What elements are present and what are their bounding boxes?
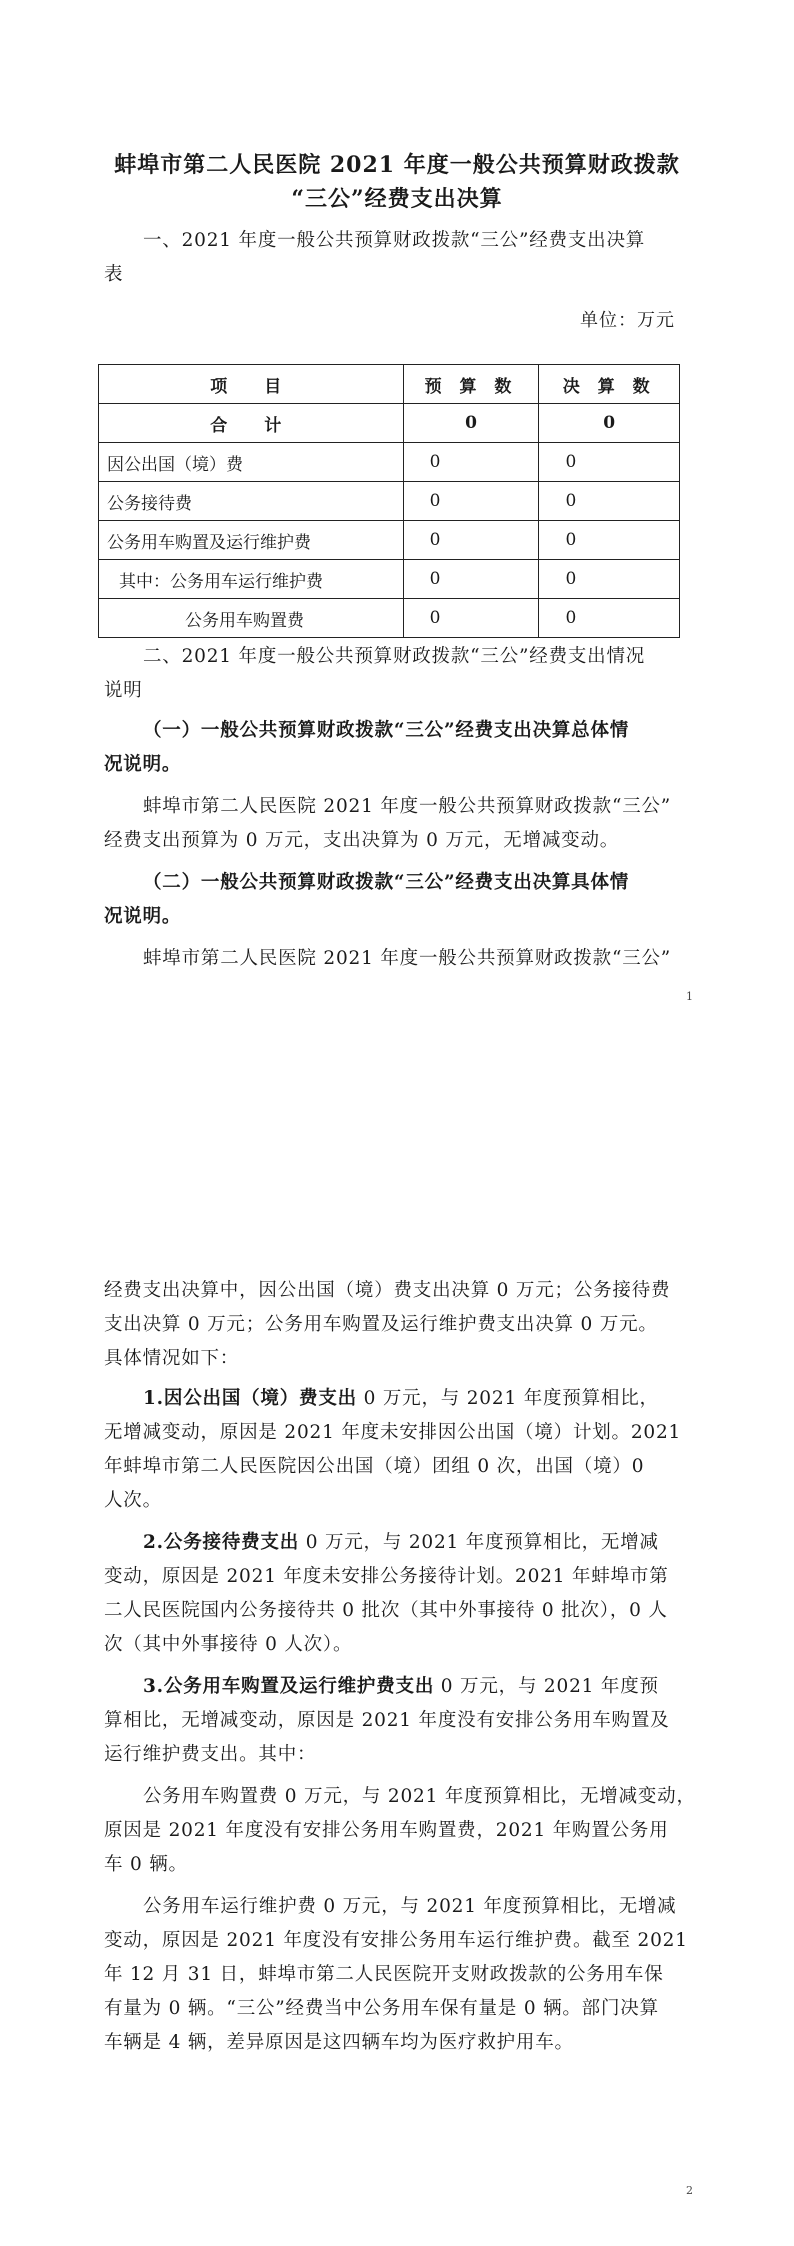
paragraph: 原因是 2021 年度没有安排公务用车购置费，2021 年购置公务用	[104, 1820, 669, 1841]
section1-heading-cont: 表	[104, 264, 124, 285]
paragraph: 经费支出决算中，因公出国（境）费支出决算 0 万元；公务接待费	[104, 1280, 671, 1301]
section2-heading: 二、2021 年度一般公共预算财政拨款“三公”经费支出情况	[143, 646, 646, 667]
page-number: 2	[686, 2184, 693, 2197]
paragraph: 变动，原因是 2021 年度没有安排公务用车运行维护费。截至 2021	[104, 1930, 688, 1951]
page-number: 1	[686, 990, 693, 1003]
row-budget: 0	[403, 560, 539, 599]
row-final: 0	[539, 560, 680, 599]
paragraph: 有量为 0 辆。“三公”经费当中公务用车保有量是 0 辆。部门决算	[104, 1998, 659, 2019]
document-title-line-2: “三公”经费支出决算	[291, 186, 503, 212]
page-1	[0, 0, 794, 1060]
expenditure-table	[98, 364, 680, 638]
paragraph: 算相比，无增减变动，原因是 2021 年度没有安排公务用车购置及	[104, 1710, 670, 1731]
row-budget: 0	[403, 599, 539, 638]
item-3: 3.公务用车购置及运行维护费支出 0 万元，与 2021 年度预	[143, 1676, 659, 1697]
row-final: 0	[539, 521, 680, 560]
paragraph: 蚌埠市第二人民医院 2021 年度一般公共预算财政拨款“三公”	[143, 796, 672, 817]
paragraph: 公务用车运行维护费 0 万元，与 2021 年度预算相比，无增减	[143, 1896, 677, 1917]
row-label: 其中：公务用车运行维护费	[99, 560, 404, 599]
row-final: 0	[539, 482, 680, 521]
section2-heading-cont: 说明	[104, 680, 143, 701]
item-1-title: 1.因公出国（境）费支出	[143, 1388, 357, 1409]
row-final: 0	[539, 443, 680, 482]
paragraph: 运行维护费支出。其中：	[104, 1744, 317, 1765]
section1-heading: 一、2021 年度一般公共预算财政拨款“三公”经费支出决算	[143, 230, 646, 251]
row-label: 公务用车购置费	[99, 599, 404, 638]
row-final: 0	[539, 599, 680, 638]
table-row	[99, 443, 680, 482]
subsection2-heading: （二）一般公共预算财政拨款“三公”经费支出决算具体情	[143, 872, 630, 893]
total-budget: 0	[403, 404, 539, 443]
paragraph: 车 0 辆。	[104, 1854, 188, 1875]
total-label: 合 计	[99, 404, 404, 443]
table-row	[99, 599, 680, 638]
row-budget: 0	[403, 443, 539, 482]
header-item: 项 目	[99, 365, 404, 404]
table-row	[99, 482, 680, 521]
page-2	[0, 1060, 794, 2246]
paragraph: 无增减变动，原因是 2021 年度未安排因公出国（境）计划。2021	[104, 1422, 682, 1443]
paragraph: 蚌埠市第二人民医院 2021 年度一般公共预算财政拨款“三公”	[143, 948, 672, 969]
row-budget: 0	[403, 482, 539, 521]
paragraph: 支出决算 0 万元；公务用车购置及运行维护费支出决算 0 万元。	[104, 1314, 658, 1335]
paragraph: 公务用车购置费 0 万元，与 2021 年度预算相比，无增减变动，	[143, 1786, 696, 1807]
total-final: 0	[539, 404, 680, 443]
row-budget: 0	[403, 521, 539, 560]
paragraph: 二人民医院国内公务接待共 0 批次（其中外事接待 0 批次），0 人	[104, 1600, 668, 1621]
header-final: 决 算 数	[539, 365, 680, 404]
paragraph: 年蚌埠市第二人民医院因公出国（境）团组 0 次，出国（境）0	[104, 1456, 645, 1477]
header-budget: 预 算 数	[403, 365, 539, 404]
row-label: 公务接待费	[99, 482, 404, 521]
subsection2-heading-cont: 况说明。	[104, 906, 182, 927]
item-1: 1.因公出国（境）费支出 0 万元，与 2021 年度预算相比，	[143, 1388, 659, 1409]
paragraph: 经费支出预算为 0 万元，支出决算为 0 万元，无增减变动。	[104, 830, 620, 851]
paragraph: 年 12 月 31 日，蚌埠市第二人民医院开支财政拨款的公务用车保	[104, 1964, 664, 1985]
document-title-line-1: 蚌埠市第二人民医院 2021 年度一般公共预算财政拨款	[114, 152, 680, 178]
subsection1-heading: （一）一般公共预算财政拨款“三公”经费支出决算总体情	[143, 720, 630, 741]
table-row	[99, 521, 680, 560]
paragraph: 次（其中外事接待 0 人次）。	[104, 1634, 353, 1655]
unit-label: 单位：万元	[580, 310, 675, 331]
table-header-row	[99, 365, 680, 404]
item-3-title: 3.公务用车购置及运行维护费支出	[143, 1676, 435, 1697]
table-row	[99, 560, 680, 599]
item-2: 2.公务接待费支出 0 万元，与 2021 年度预算相比，无增减	[143, 1532, 659, 1553]
paragraph: 具体情况如下：	[104, 1348, 240, 1369]
row-label: 公务用车购置及运行维护费	[99, 521, 404, 560]
paragraph: 变动，原因是 2021 年度未安排公务接待计划。2021 年蚌埠市第	[104, 1566, 669, 1587]
item-2-title: 2.公务接待费支出	[143, 1532, 300, 1553]
paragraph: 车辆是 4 辆，差异原因是这四辆车均为医疗救护用车。	[104, 2032, 574, 2053]
table-total-row	[99, 404, 680, 443]
subsection1-heading-cont: 况说明。	[104, 754, 182, 775]
paragraph: 人次。	[104, 1490, 162, 1511]
row-label: 因公出国（境）费	[99, 443, 404, 482]
